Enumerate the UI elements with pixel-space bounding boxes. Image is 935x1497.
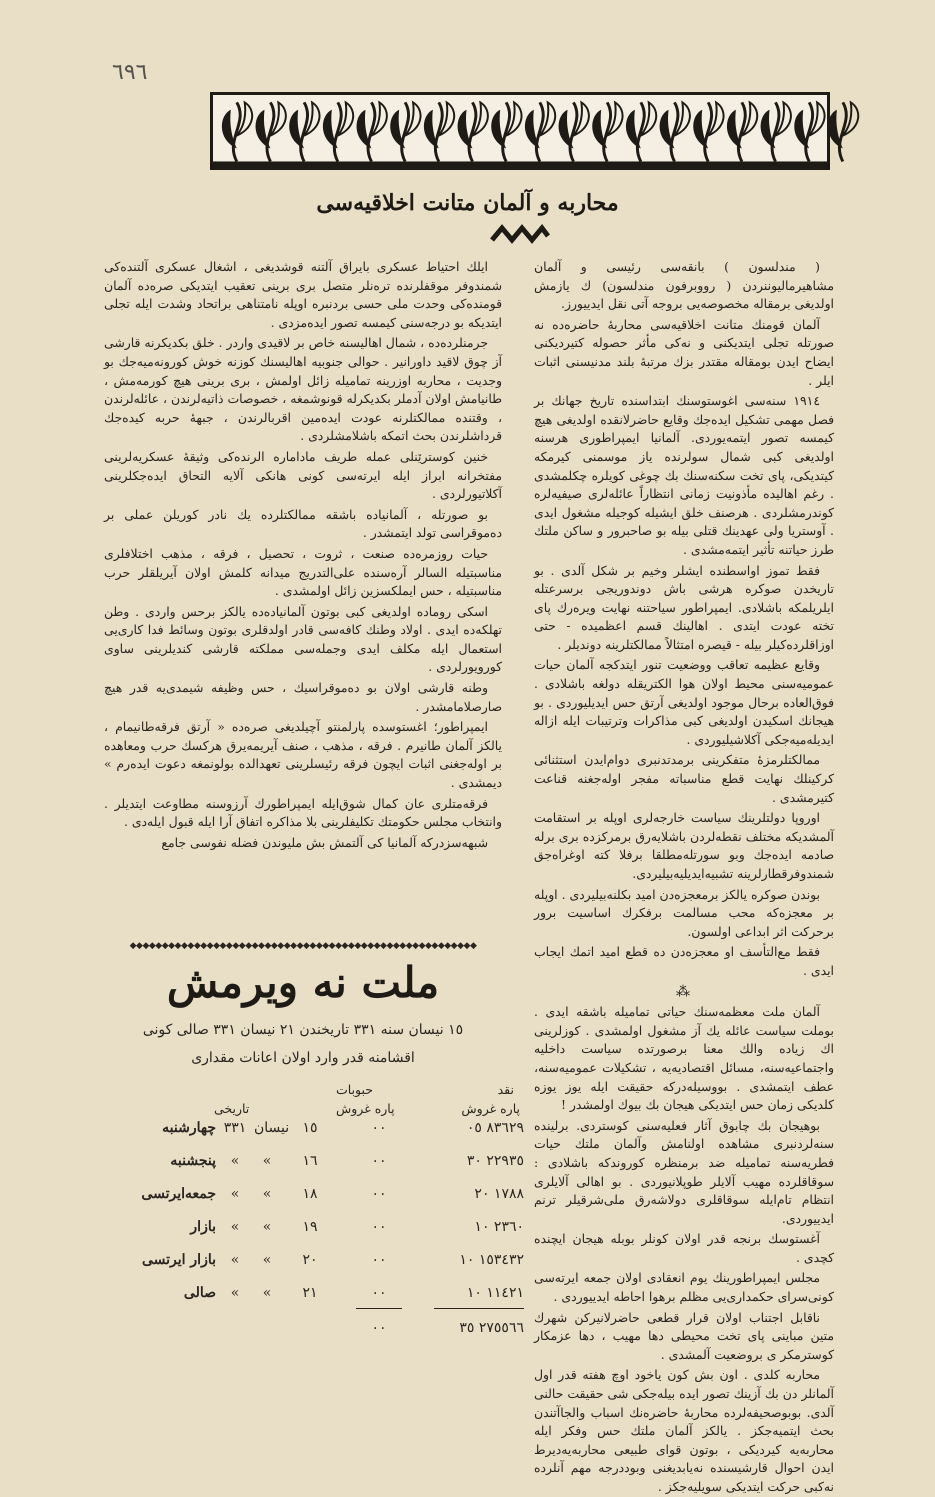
section-subtitle: ۱٥ نیسان سنه ۳۳۱ تاریخندن ۲۱ نیسان ۳۳۱ صالی کونی <box>142 1022 464 1038</box>
section-title: ملت نه ویرمش <box>166 958 440 1007</box>
amount-kurus: ١٥٣٤٣٢ ١٠ <box>459 1252 524 1268</box>
paragraph: جرمنلرده‌ده ، شمال اهالیسنه خاص بر لاقیدی واردر . خلق بکدیکرنه قارشی آز چوق لاقید داورانیر . حوالی جنوبیه اهالیسنك کوزنه خوش کورونه‌میه‌جك بو وجدیت ، محاربه اوزرینه تمامیله زائل اولمش ، بری برینی هیچ کورمه‌مش ، طانیامش اولان آدملر بکدیکرله قونوشمغه ، خصوصات ذاتیه‌لرندن ، عائله‌لرندن ، وقتنده ممالکتلرنه عودت ایده‌مین اقربالرندن ، جبههٔ حربه کیده‌جك قرداشلرندن بحث اتمکه باشلامشلردی . <box>104 335 502 444</box>
paragraph: آغستوسك برنجه قدر اولان کونلر بوبله هیجان ایچنده کچدی . <box>534 1231 834 1265</box>
paragraph: ایلك احتیاط عسكری بایراق آلتنه قوشدیغی ، اشغال عسكری آلتنده‌كی شمندوفر موقفلرنده ترەنلر متصل بری برینی تعقیب ایتدیکی صره‌ده آلمان قومنده‌کی وحدت ملی حسی بردنبره اوپله نامتناهی براتحاد وشدت ایله تجلی ایتدیكه بو درجه‌سنی کیمسه تصور ایده‌مزدی . <box>104 259 502 330</box>
paragraph: محاربه کلدی . اون بش کون یاخود اوچ هفته قدر اول آلمانلر دن بك آزینك تصور ایده بیله‌جکی شی حقیقت حالنی آلدی. بوبوصحیفه‌لرده محاربهٔ حاضره‌نك اسباب والجاآتندن بحث ایتمیه‌جکز . یالکز آلمان ملتك حس وفکر ایله محاربه‌یه کیردیکی ، بوتون قوای طبیعی محاربه‌یه‌دیرط ایدن احوال قارشیسنده نه‌یابدیغنی وبوددرجه مهم آنلرده نه‌کبی حرکت ایتدیکی سویلیه‌جکز . <box>534 1367 834 1494</box>
date-month: « <box>262 1186 272 1202</box>
date-month: نیسان <box>254 1120 290 1136</box>
paragraph: آلمان ملت معظمه‌سنك حیاتی تمامیله باشقه ایدی . بوملت سیاست عائله یك آز مشغول اولمشدی . کوزلرینی اك زیاده والك معنا برصورتده سیاست داخلیه واجتماعیه‌سنه، مسائل اقتصادیه‌یه ، تشکیلات عمومیه‌سنه، عطف ایتمشدی . بووسیله‌درکه حقیقت ایله یوز یوزه کلدیکی زمان حس ایتدیکی هیجان بك بیوك اولمشدر ! <box>534 1004 834 1113</box>
date-day: ٢١ <box>302 1285 318 1301</box>
column-header-hububat: حبوبات <box>336 1082 374 1097</box>
column-header-para-gurus: پاره غروش <box>461 1101 520 1116</box>
article-title: محاربه و آلمان متانت اخلاقیه‌سی <box>316 190 619 216</box>
article-column-right <box>534 258 834 1494</box>
paragraph: حیات روزمره‌ده صنعت ، ثروت ، تحصیل ، فرقه ، مذهب اختلافلری مناسبتیله السالر آره‌سنده علی‌التدریج میدانه کلمش اولان آیریلقلر حرب مناسبتیله ، حس ایملکسزین زائل اولمشدی . <box>104 545 502 599</box>
dot-separator-icon: ⁂ <box>676 983 692 1000</box>
total-para: ٠٠ <box>371 1320 387 1336</box>
amount-kurus: ١٧٨٨ ٢٠ <box>474 1186 524 1202</box>
paragraph: ۱۹۱٤ سنه‌سی اغوستوسنك ابتداسنده تاریخ جهانك بر فصل مهمی تشکیل ایده‌جك وقایع حاضرلانقده اولدیغی هیچ کیمسه تصور ایتمه‌یوردی. آلمانیا ایمپراطوری هرسنه اولدیغی کبی شمال سولرنده یاز موسمنی کیرمكه کیتدیكی، پای تخت سكنه‌سنك بك چوغی کویلره چکلمشدی . رغم اهالیده مأذونیت زمانی انتظاراً عائله‌لری صیفیه‌لره کوندرمشلردی . هرصنف خلق ایشیله کوجیله مشغول ایدی . آوستریا ولی عهدینك قتلی بیله بو صاحبرور و ساكن ملتك طرز حیاتنه تأثیر ایتمه‌مشدی . <box>534 393 834 557</box>
date-year: « <box>230 1285 240 1301</box>
table-row <box>104 1252 524 1282</box>
table-row <box>104 1120 524 1150</box>
weekday-name: صالی <box>183 1285 216 1301</box>
date-year: « <box>230 1252 240 1268</box>
column-header-para-gurus: پاره غروش <box>336 1101 395 1116</box>
decorative-header-band <box>210 92 830 170</box>
weekday-name: پنجشنبه <box>170 1153 216 1169</box>
amount-kurus: ٢٢٩٣٥ ٣٠ <box>466 1153 524 1169</box>
column-header-nakd: نقد <box>497 1082 514 1097</box>
section-subtitle: اقشامنه قدر وارد اولان اعانات مقداری <box>191 1050 415 1066</box>
paragraph: بوندن صوكره یالکز برمعجزه‌دن امید بکلنه‌بیلیردی . اوپله بر معجزه‌كه محب مسالمت برفکرك اساسیت برور برحرکت اثر ابداعی اولسون. <box>534 886 834 939</box>
date-year: « <box>230 1186 240 1202</box>
paragraph: آلمان قومنك متانت اخلاقیه‌سی محاربهٔ حاضره‌ده نه صورتله تجلی ایتدیكنی و نه‌كی مأثر حصوله كتیردیكنی ایضاح ایدن بومقاله مقتدر بزك مرتبهٔ بلند مدنیسنی اثبات ایلر . <box>534 316 834 388</box>
paragraph: وقایع عظیمه تعاقب ووضعیت تنور ایتدکجه آلمان حیات عمومیه‌سنی محیط اولان هوا الکتریقله دولغه باشلادی . فوق‌العاده برحال موجود اولدیغی آرتق حس ایدیلیوردی . بو هیجانك اسکیدن اولدیغی کبی مذاکرات وترتیبات ایله ازاله ایدیله‌میه‌جكی آکلاشیلیوردی . <box>534 657 834 747</box>
date-month: « <box>262 1252 272 1268</box>
date-year: « <box>230 1153 240 1169</box>
table-row <box>104 1219 524 1249</box>
article-column-left <box>104 258 502 940</box>
donations-table <box>104 1082 524 1322</box>
table-row <box>104 1285 524 1315</box>
paragraph: بو صورتله ، آلمانیاده باشقه ممالکتلرده یك نادر کوریلن عملی بر دەموقراسی تولد ایتمشدر . <box>104 506 502 541</box>
weekday-name: بازار ایرتسی <box>141 1252 216 1268</box>
page-number: ٦٩٦ <box>112 60 148 85</box>
table-row <box>104 1186 524 1216</box>
date-month: « <box>262 1219 272 1235</box>
date-year: « <box>230 1219 240 1235</box>
date-month: « <box>262 1285 272 1301</box>
date-day: ١٥ <box>302 1120 318 1136</box>
leaf-ornament-icon <box>213 95 827 167</box>
paragraph: فقط تموز اواسطنده ایشلر وخیم بر شکل آلدی . بو تاریخدن صوكره هرشی باش دوندوریجی برسرعتله ایلریلمكه باشلادی. ایمپراطور سیاحتنه نهایت ویرەرك پای تخته عودت ایتدی . اهالینك قسم اعظمیده - حتی اوزاقلرده‌کیلر بیله - قیصره امتثالاً ممالکتلرینه دوندیلر . <box>534 562 834 652</box>
date-day: ١٨ <box>302 1186 318 1202</box>
amount-kurus: ١١٤٢١ ١٠ <box>466 1285 524 1301</box>
paragraph: خنین کوسترێنلی عمله طریف مادامارە الرنده‌کی وثیقهٔ عسکریه‌لرینی مفتخرانه ابراز ایله ایرته‌سی کونی ‌هانکی آلایه التحاق ایده‌جکلرینی آکلاتیورلردی . <box>104 448 502 502</box>
paragraph: مجلس ایمپراطورینك یوم انعقادی اولان جمعه ایرته‌سی کونی‌سرای حکمداری‌یی مظلم برهوا احاطه ایدییوردی . <box>534 1270 834 1305</box>
paragraph: فقط مع‌التأسف او معجزه‌دن ده قطع امید اتمك ایجاب ایدی . <box>534 944 834 978</box>
date-year: ۳۳۱ <box>223 1120 247 1136</box>
paragraph: ( مندلسون ) بانقه‌سی رئیسی و آلمان مشاهیرمالیوننردن ( رووبرفون مندلسون) ك یازمش اولدیغی برمقاله مخصوصه‌یی بروجه آتی نقل ایدییورز. <box>534 259 834 312</box>
total-kurus: ٢٧٥٥٦٦ ٣٥ <box>459 1320 524 1336</box>
sum-rule <box>356 1308 402 1309</box>
date-day: ١٩ <box>302 1219 318 1235</box>
date-month: « <box>262 1153 272 1169</box>
paragraph: ایمپراطور؛ اغستوسده پارلمنتو آچیلدیغی صره‌ده « آرتق فرقه‌طانیمام ، یالکز آلمان طانیرم . فرقه ، مذهب ، صنف آیریمەیرق هرکسك حرب ومعاهده بر اوله‌جغنی اثبات ایچون فرقه رئیسلرینی تعهدالده بولونمغه دعوت ایدەرم » دیمشدی . <box>104 719 502 791</box>
weekday-name: بازار <box>190 1219 216 1235</box>
sum-rule <box>434 1308 524 1309</box>
zigzag-ornament-icon <box>490 222 550 248</box>
amount-para: ٠٠ <box>371 1252 387 1268</box>
amount-para: ٠٠ <box>371 1285 387 1301</box>
column-header-tarih: تاریخی <box>214 1101 250 1116</box>
table-row <box>104 1153 524 1183</box>
paragraph: اسکی رومادە اولدیغی کبی بوتون آلمانیاده‌ده یالکز برحس واردی . وطن تهلکه‌ده ایدی . اولاد وطنك کافه‌سی قادر اولدقلری بوتون وسائط فدا کاری‌یی استعمال ایله مکلف ایدی وجمله‌سی مملکته قارشی کندیلرینی ساوی کورویورلردی . <box>104 603 502 675</box>
paragraph: اوروپا دولتلرینك سیاست خارجه‌لری اوپله بر استقامت آلمشدیكه مختلف نقطه‌لردن باشلایەرق برمرکزده بری برله صادمه ایده‌جك وبو سورتله‌مطلقا برفلا کته اوغراه‌جق شمندوفرقطارلرینه تشبیه‌ایدیلیه‌بیلیردی. <box>534 810 834 881</box>
paragraph: ناقابل اجتناب اولان قرار قطعی حاضرلانیرکن شهرك متین مباینی پای تخت محیطی دها مهیب ، دها عزمکار کوسترمکر ی بروضعیت آلمشدی . <box>534 1309 834 1362</box>
date-day: ١٦ <box>302 1153 318 1169</box>
amount-para: ٠٠ <box>371 1153 387 1169</box>
paragraph: شبهه‌سزدرکه آلمانیا کی آلتمش بش ملیوندن فضله نفوسی جامع <box>161 834 488 850</box>
paragraph: ممالکتلرمزهٔ متفکرینی برمدتدنبری دوام‌ایدن استثنائی کرکینلك نهایت قطع مناسباته مفجر اوله‌جغنه قناعت کتیرمشدی . <box>534 752 834 805</box>
amount-kurus: ٢٣٦٠ ١٠ <box>474 1219 524 1235</box>
amount-para: ٠٠ <box>371 1219 387 1235</box>
date-day: ٢٠ <box>302 1252 318 1268</box>
paragraph: وطنه قارشی اولان بو دەموقراسیك ، حس وظیفه شیمدی‌یه قدر هیچ صارصلامامشدر . <box>104 680 502 714</box>
amount-kurus: ٨٣٦٢٩ ٠٥ <box>466 1120 524 1136</box>
amount-para: ٠٠ <box>371 1120 387 1136</box>
amount-para: ٠٠ <box>371 1186 387 1202</box>
paragraph: بوهیجان بك چابوق آثار فعلیه‌سنی کوستردی. برلینده سنه‌لردنبری مشاهده اولنامش وآلمان ملتك حیات فطریه‌سنه تمامیله ضد برمنظره کوروندکه باشلادی : سوقاقلرده مهیب آلایلر طوپلانیوردی . بو اهالی آلایلری انتظام تام‌ایله سوقاقلری دولاشەرق ملی‌شرقیلر ترنم ایدییوردی. <box>534 1117 834 1226</box>
weekday-name: جمعه‌ایرتسی <box>141 1186 216 1202</box>
paragraph: فرقه‌متلری عان کمال شوق‌ایله ایمپراطورك آرزوسنه مطاوعت ایتدیلر . وانتخاب مجلس حکومتك تکلیفلرینی بلا مذاکره اتفاق آرا ایله قبول ایلەدی . <box>104 795 502 830</box>
diamond-rule-icon: ◆◆◆◆◆◆◆◆◆◆◆◆◆◆◆◆◆◆◆◆◆◆◆◆◆◆◆◆◆◆◆◆◆◆◆◆◆◆◆◆◆◆◆◆◆◆◆◆◆◆◆◆◆◆ <box>129 941 477 951</box>
weekday-name: چهارشنبه <box>162 1120 216 1136</box>
